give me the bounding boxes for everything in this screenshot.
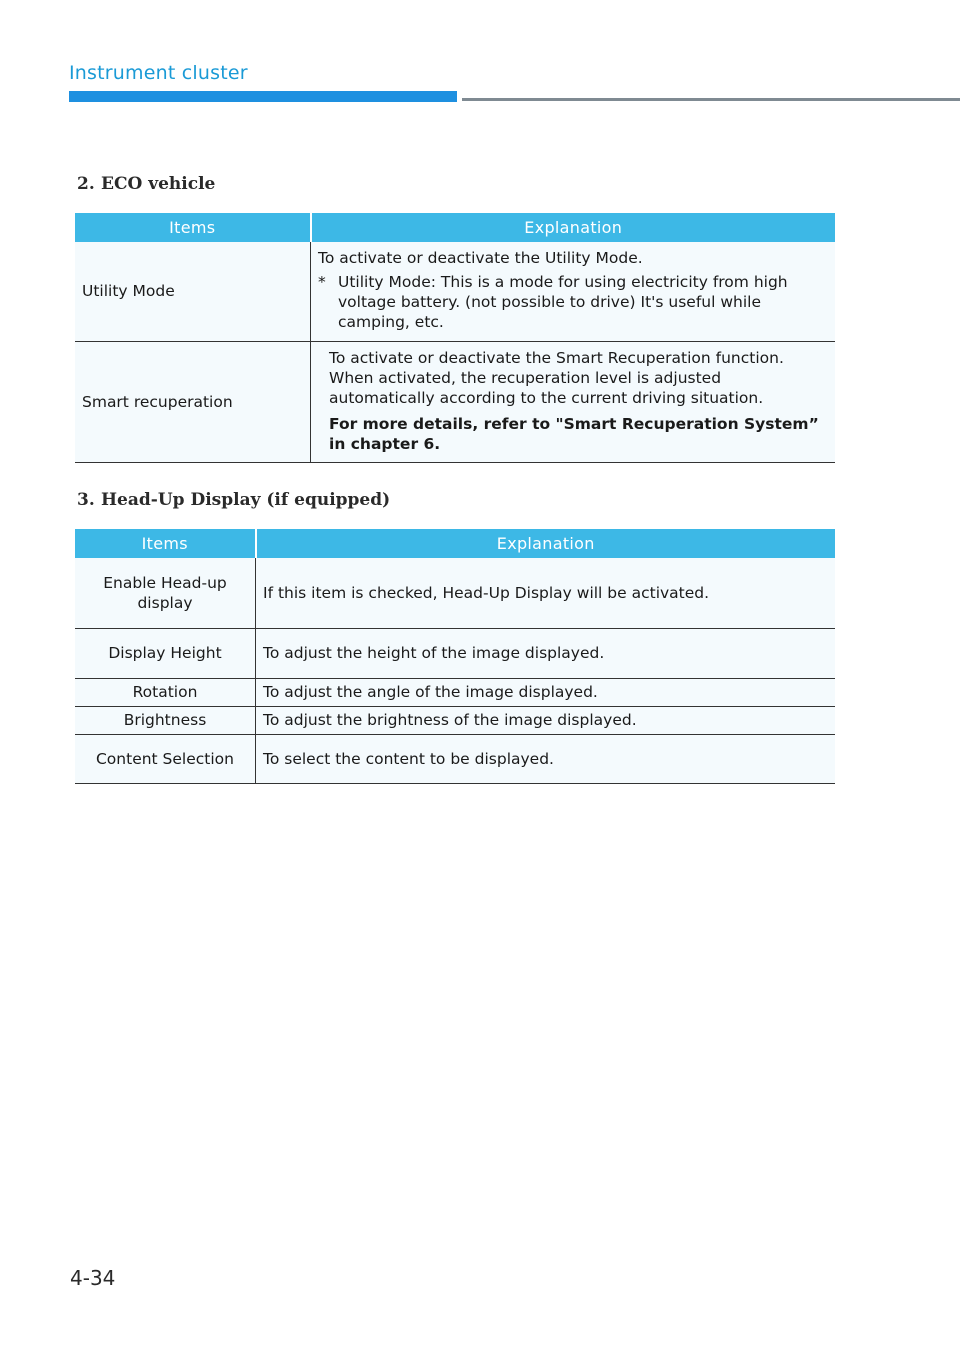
- header-rule: [462, 98, 960, 101]
- section-title: Head-Up Display (if equipped): [101, 490, 391, 510]
- section-heading-hud: [77, 490, 390, 510]
- head-up-display-table: [75, 529, 835, 784]
- explanation-cell: [311, 341, 836, 462]
- column-header-items: Items: [75, 213, 311, 242]
- page-number: 4-34: [70, 1266, 116, 1290]
- section-number: 2.: [77, 174, 95, 194]
- eco-vehicle-table: [75, 213, 835, 463]
- item-cell: Content Selection: [75, 734, 256, 783]
- table-row: [75, 558, 835, 628]
- explanation-text: To activate or deactivate the Utility Mode.: [318, 249, 643, 268]
- table-row: [75, 706, 835, 734]
- section-number: 3.: [77, 490, 95, 510]
- explanation-cell: To adjust the angle of the image displayed.: [256, 678, 836, 706]
- footnote-marker: *: [318, 273, 326, 292]
- column-header-explanation: Explanation: [311, 213, 836, 242]
- table-header-row: [75, 529, 835, 558]
- item-cell: Enable Head-up display: [75, 558, 256, 628]
- cross-reference-note: For more details, refer to "Smart Recuperation System” in chapter 6.: [329, 414, 819, 453]
- explanation-cell: To adjust the brightness of the image displayed.: [256, 706, 836, 734]
- explanation-text: To activate or deactivate the Smart Recuperation function. When activated, the recuperation level is adjusted automatically according to the current driving situation.: [329, 348, 784, 407]
- table-row: [75, 734, 835, 783]
- item-cell: Rotation: [75, 678, 256, 706]
- header-accent-bar: [69, 91, 457, 102]
- table-row: [75, 341, 835, 462]
- chapter-title: Instrument cluster: [69, 62, 248, 84]
- footnote: [318, 272, 821, 332]
- section-heading-eco: [77, 174, 215, 194]
- column-header-explanation: Explanation: [256, 529, 836, 558]
- table-header-row: [75, 213, 835, 242]
- explanation-cell: To select the content to be displayed.: [256, 734, 836, 783]
- table-row: [75, 678, 835, 706]
- table-row: [75, 242, 835, 341]
- section-title: ECO vehicle: [101, 174, 216, 194]
- item-cell: Display Height: [75, 628, 256, 678]
- item-cell: Utility Mode: [75, 242, 311, 341]
- item-cell: Brightness: [75, 706, 256, 734]
- explanation-cell: [311, 242, 836, 341]
- footnote-text: Utility Mode: This is a mode for using electricity from high voltage battery. (not possible to drive) It's useful while camping, etc.: [338, 273, 788, 332]
- explanation-cell: To adjust the height of the image displayed.: [256, 628, 836, 678]
- column-header-items: Items: [75, 529, 256, 558]
- item-cell: Smart recuperation: [75, 341, 311, 462]
- explanation-cell: If this item is checked, Head-Up Display will be activated.: [256, 558, 836, 628]
- table-row: [75, 628, 835, 678]
